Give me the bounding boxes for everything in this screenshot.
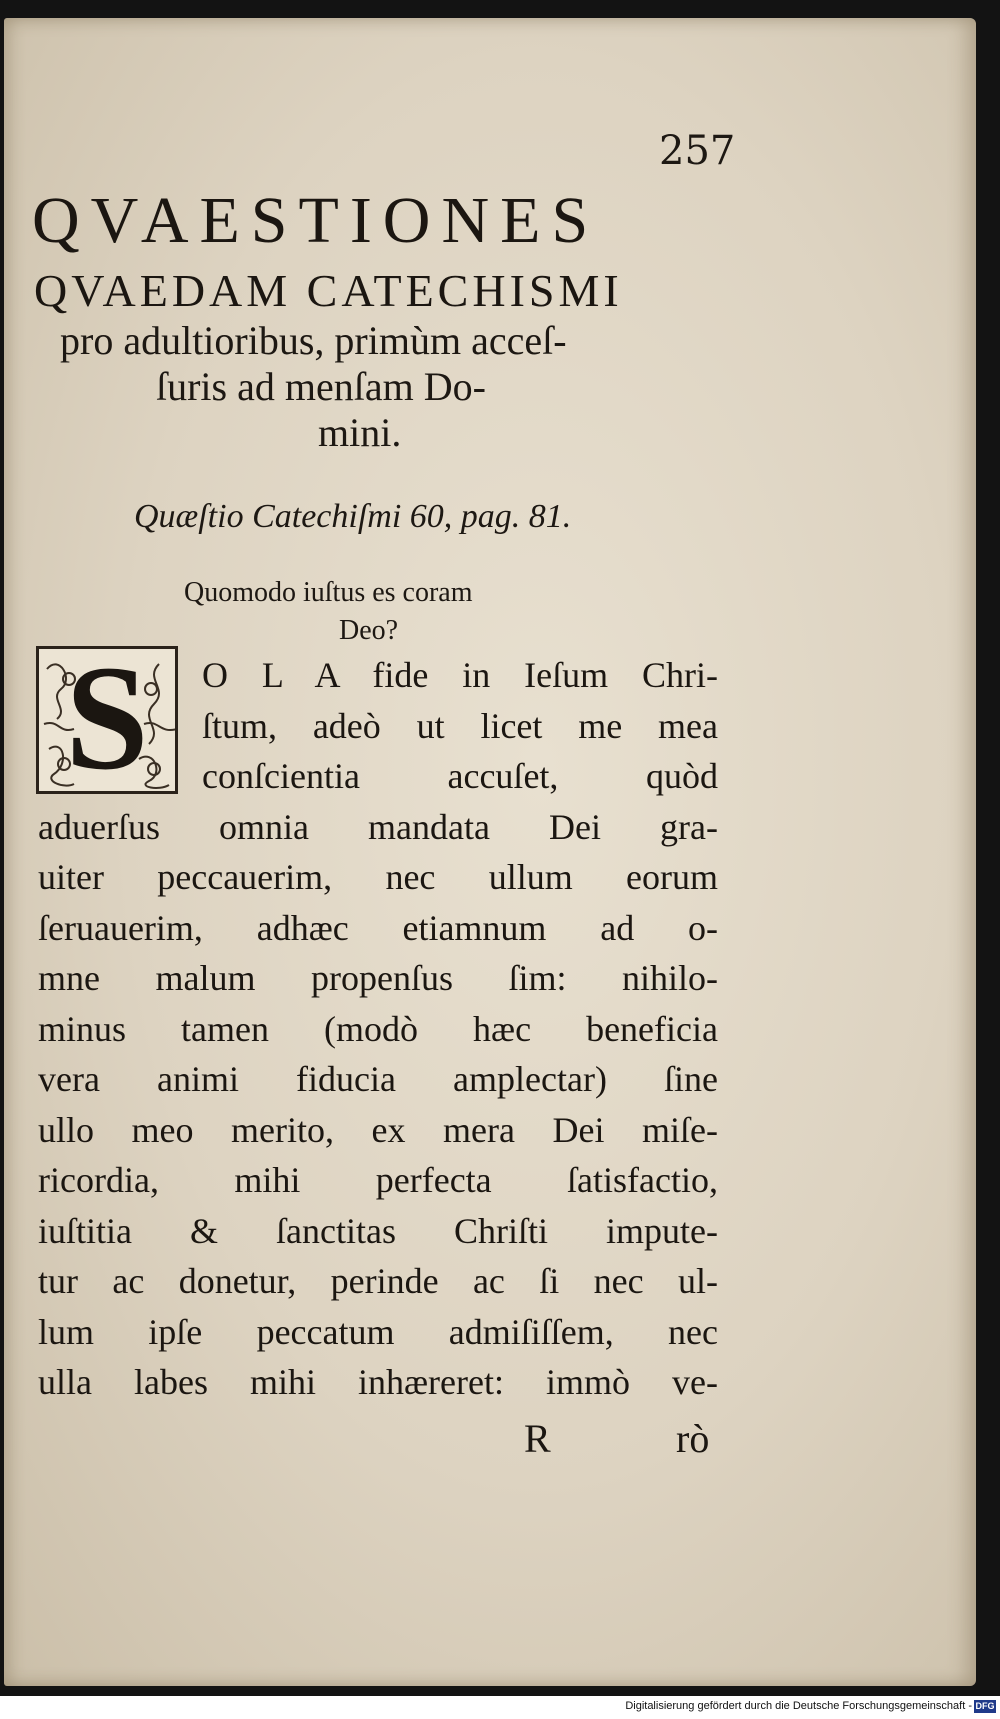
book-page (4, 18, 976, 1686)
subtitle-line: ſuris ad menſam Do- (156, 364, 486, 409)
body-line: conſcientia accuſet, quòd (202, 756, 718, 796)
subtitle (56, 318, 716, 456)
catchword: rò (676, 1416, 710, 1461)
question-line: Quomodo iuſtus es coram (184, 577, 473, 608)
funding-credit: Digitalisierung gefördert durch die Deutsche Forschungsgemeinschaft - (625, 1700, 972, 1712)
catechism-reference: Quæſtio Catechiſmi 60, pag. 81. (134, 498, 572, 535)
body-line: vera animi fiducia amplectar) ſine (38, 1059, 718, 1099)
body-line: minus tamen (modò hæc beneficia (38, 1008, 718, 1049)
subtitle-line: pro adultioribus, primùm acceſ- (60, 318, 567, 363)
signature-mark: R (524, 1416, 551, 1461)
question-line: Deo? (339, 615, 399, 646)
digitization-footer (0, 1696, 1000, 1719)
body-line: lum ipſe peccatum admiſiſſem, nec (38, 1311, 718, 1352)
body-line: ricordia, mihi perfecta ſatisfactio, (38, 1160, 718, 1200)
dfg-logo-icon: DFG (975, 1701, 995, 1711)
body-line: ſeruauerim, adhæc etiamnum ad o- (38, 907, 718, 948)
title-line-1: QVAESTIONES (32, 184, 600, 257)
body-line: ulla labes mihi inhæreret: immò ve- (38, 1362, 718, 1402)
body-line: uiter peccauerim, nec ullum eorum (38, 857, 718, 897)
subtitle-line: mini. (318, 410, 402, 455)
title-line-2: QVAEDAM CATECHISMI (34, 265, 623, 316)
body-line: aduerſus omnia mandata Dei gra- (38, 806, 718, 847)
page-number: 257 (659, 128, 736, 174)
body-line: ſtum, adeò ut licet me mea (202, 705, 718, 746)
body-line: tur ac donetur, perinde ac ſi nec ul- (38, 1261, 718, 1301)
body-line: mne malum propenſus ſim: nihilo- (38, 958, 718, 998)
body-text (38, 650, 718, 1408)
body-line: iuſtitia & ſanctitas Chriſti impute- (38, 1210, 718, 1251)
question-heading (184, 574, 604, 650)
drop-cap-letter: S (65, 646, 149, 794)
body-line: O L A fide in Ieſum Chri- (202, 655, 718, 695)
body-line: ullo meo merito, ex mera Dei miſe- (38, 1109, 718, 1150)
